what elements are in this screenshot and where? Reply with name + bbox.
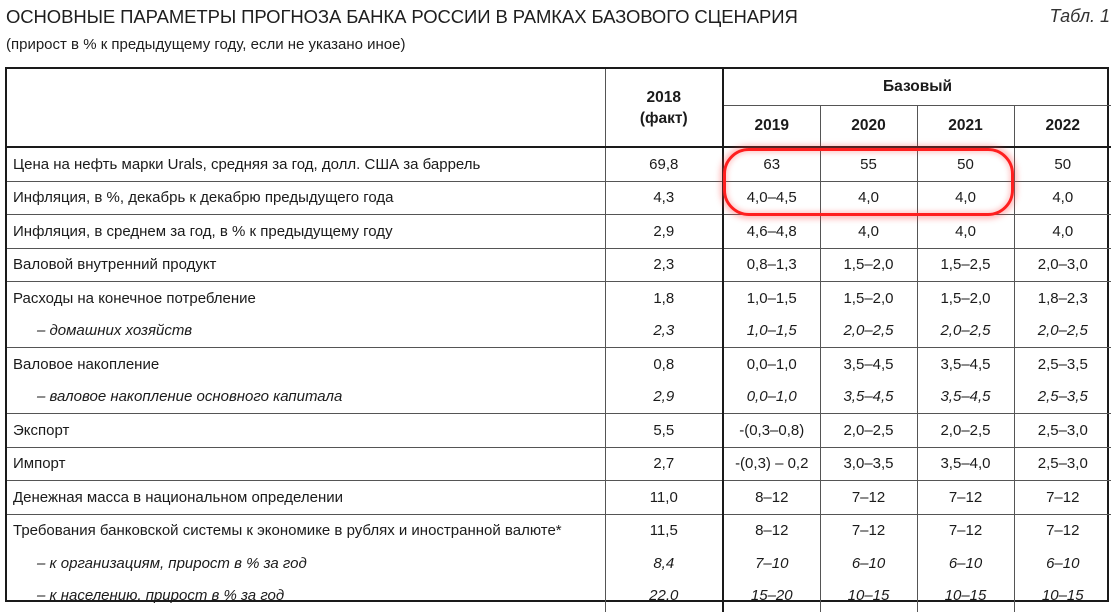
cell-fact-2018: 4,3 xyxy=(605,181,723,215)
cell-fact-2018: 8,4 xyxy=(605,547,723,580)
cell-value: 4,6–4,8 xyxy=(723,215,820,249)
cell-value: 2,0–2,5 xyxy=(820,315,917,348)
table-row xyxy=(7,414,1111,448)
table-body xyxy=(7,147,1111,612)
fact-note: (факт) xyxy=(640,110,688,127)
row-label: Денежная масса в национальном определении xyxy=(7,481,605,515)
cell-value: 2,0–3,0 xyxy=(1014,248,1111,282)
row-label: Инфляция, в среднем за год, в % к предыдущему году xyxy=(7,215,605,249)
table-row xyxy=(7,215,1111,249)
cell-value: 2,5–3,5 xyxy=(1014,381,1111,414)
cell-fact-2018: 22,0 xyxy=(605,580,723,612)
cell-value: 55 xyxy=(820,147,917,181)
cell-value: 15–20 xyxy=(723,580,820,612)
cell-fact-2018: 11,5 xyxy=(605,514,723,547)
table-row xyxy=(7,315,1111,348)
table-title: ОСНОВНЫЕ ПАРАМЕТРЫ ПРОГНОЗА БАНКА РОССИИ В РАМКАХ БАЗОВОГО СЦЕНАРИЯ xyxy=(6,6,798,28)
row-label: – к населению, прирост в % за год xyxy=(7,580,605,612)
row-label: Валовой внутренний продукт xyxy=(7,248,605,282)
cell-value: -(0,3) – 0,2 xyxy=(723,447,820,481)
cell-fact-2018: 1,8 xyxy=(605,282,723,315)
cell-fact-2018: 2,9 xyxy=(605,215,723,249)
cell-value: 1,8–2,3 xyxy=(1014,282,1111,315)
cell-value: 10–15 xyxy=(917,580,1014,612)
table-row xyxy=(7,447,1111,481)
cell-value: 8–12 xyxy=(723,514,820,547)
cell-value: 2,0–2,5 xyxy=(820,414,917,448)
table-row xyxy=(7,580,1111,612)
cell-value: 4,0 xyxy=(917,181,1014,215)
cell-value: 3,5–4,5 xyxy=(820,381,917,414)
cell-fact-2018: 69,8 xyxy=(605,147,723,181)
cell-value: 0,0–1,0 xyxy=(723,381,820,414)
cell-fact-2018: 2,3 xyxy=(605,315,723,348)
cell-value: 4,0–4,5 xyxy=(723,181,820,215)
cell-value: 2,0–2,5 xyxy=(917,414,1014,448)
cell-value: 2,0–2,5 xyxy=(917,315,1014,348)
cell-fact-2018: 5,5 xyxy=(605,414,723,448)
cell-value: 7–12 xyxy=(1014,481,1111,515)
row-label: Требования банковской системы к экономике в рублях и иностранной валюте* xyxy=(7,514,605,547)
header-year: 2019 xyxy=(723,106,820,148)
table-number: Табл. 1 xyxy=(1049,6,1110,27)
cell-fact-2018: 11,0 xyxy=(605,481,723,515)
cell-value: -(0,3–0,8) xyxy=(723,414,820,448)
table-subtitle: (прирост в % к предыдущему году, если не указано иное) xyxy=(6,36,405,53)
cell-value: 50 xyxy=(1014,147,1111,181)
row-label: – валовое накопление основного капитала xyxy=(7,381,605,414)
header-label-cell xyxy=(7,69,605,147)
row-label: – домашних хозяйств xyxy=(7,315,605,348)
row-label: – к организациям, прирост в % за год xyxy=(7,547,605,580)
cell-value: 10–15 xyxy=(1014,580,1111,612)
cell-value: 3,5–4,5 xyxy=(820,348,917,381)
cell-value: 1,0–1,5 xyxy=(723,315,820,348)
cell-value: 7–12 xyxy=(820,514,917,547)
cell-fact-2018: 2,3 xyxy=(605,248,723,282)
cell-value: 7–12 xyxy=(917,514,1014,547)
header-year: 2021 xyxy=(917,106,1014,148)
header-fact-year xyxy=(605,69,723,147)
cell-value: 3,5–4,5 xyxy=(917,381,1014,414)
row-label: Инфляция, в %, декабрь к декабрю предыдущего года xyxy=(7,181,605,215)
header-scenario: Базовый xyxy=(723,69,1111,106)
cell-value: 0,0–1,0 xyxy=(723,348,820,381)
cell-value: 10–15 xyxy=(820,580,917,612)
cell-value: 3,5–4,5 xyxy=(917,348,1014,381)
cell-value: 3,0–3,5 xyxy=(820,447,917,481)
cell-value: 0,8–1,3 xyxy=(723,248,820,282)
cell-value: 4,0 xyxy=(917,215,1014,249)
row-label: Цена на нефть марки Urals, средняя за год, долл. США за баррель xyxy=(7,147,605,181)
fact-year: 2018 xyxy=(647,89,681,106)
cell-value: 7–12 xyxy=(1014,514,1111,547)
cell-fact-2018: 2,9 xyxy=(605,381,723,414)
cell-value: 63 xyxy=(723,147,820,181)
cell-value: 4,0 xyxy=(1014,215,1111,249)
cell-value: 4,0 xyxy=(820,181,917,215)
header-year: 2022 xyxy=(1014,106,1111,148)
table-row xyxy=(7,514,1111,547)
table-row xyxy=(7,181,1111,215)
row-label: Валовое накопление xyxy=(7,348,605,381)
cell-value: 4,0 xyxy=(820,215,917,249)
cell-value: 6–10 xyxy=(917,547,1014,580)
header-year: 2020 xyxy=(820,106,917,148)
table-row xyxy=(7,147,1111,181)
table-row xyxy=(7,547,1111,580)
table-row xyxy=(7,348,1111,381)
forecast-table xyxy=(5,67,1109,602)
cell-value: 1,0–1,5 xyxy=(723,282,820,315)
cell-value: 6–10 xyxy=(820,547,917,580)
cell-value: 1,5–2,0 xyxy=(820,282,917,315)
table-row xyxy=(7,481,1111,515)
cell-value: 7–10 xyxy=(723,547,820,580)
cell-value: 7–12 xyxy=(820,481,917,515)
cell-value: 1,5–2,5 xyxy=(917,248,1014,282)
cell-value: 6–10 xyxy=(1014,547,1111,580)
cell-value: 2,5–3,5 xyxy=(1014,348,1111,381)
table-row xyxy=(7,381,1111,414)
cell-value: 1,5–2,0 xyxy=(820,248,917,282)
cell-value: 3,5–4,0 xyxy=(917,447,1014,481)
cell-value: 2,5–3,0 xyxy=(1014,414,1111,448)
cell-fact-2018: 0,8 xyxy=(605,348,723,381)
row-label: Расходы на конечное потребление xyxy=(7,282,605,315)
cell-value: 8–12 xyxy=(723,481,820,515)
cell-value: 50 xyxy=(917,147,1014,181)
cell-value: 7–12 xyxy=(917,481,1014,515)
cell-value: 2,5–3,0 xyxy=(1014,447,1111,481)
cell-fact-2018: 2,7 xyxy=(605,447,723,481)
cell-value: 2,0–2,5 xyxy=(1014,315,1111,348)
cell-value: 4,0 xyxy=(1014,181,1111,215)
row-label: Импорт xyxy=(7,447,605,481)
table-row xyxy=(7,282,1111,315)
row-label: Экспорт xyxy=(7,414,605,448)
cell-value: 1,5–2,0 xyxy=(917,282,1014,315)
table-row xyxy=(7,248,1111,282)
